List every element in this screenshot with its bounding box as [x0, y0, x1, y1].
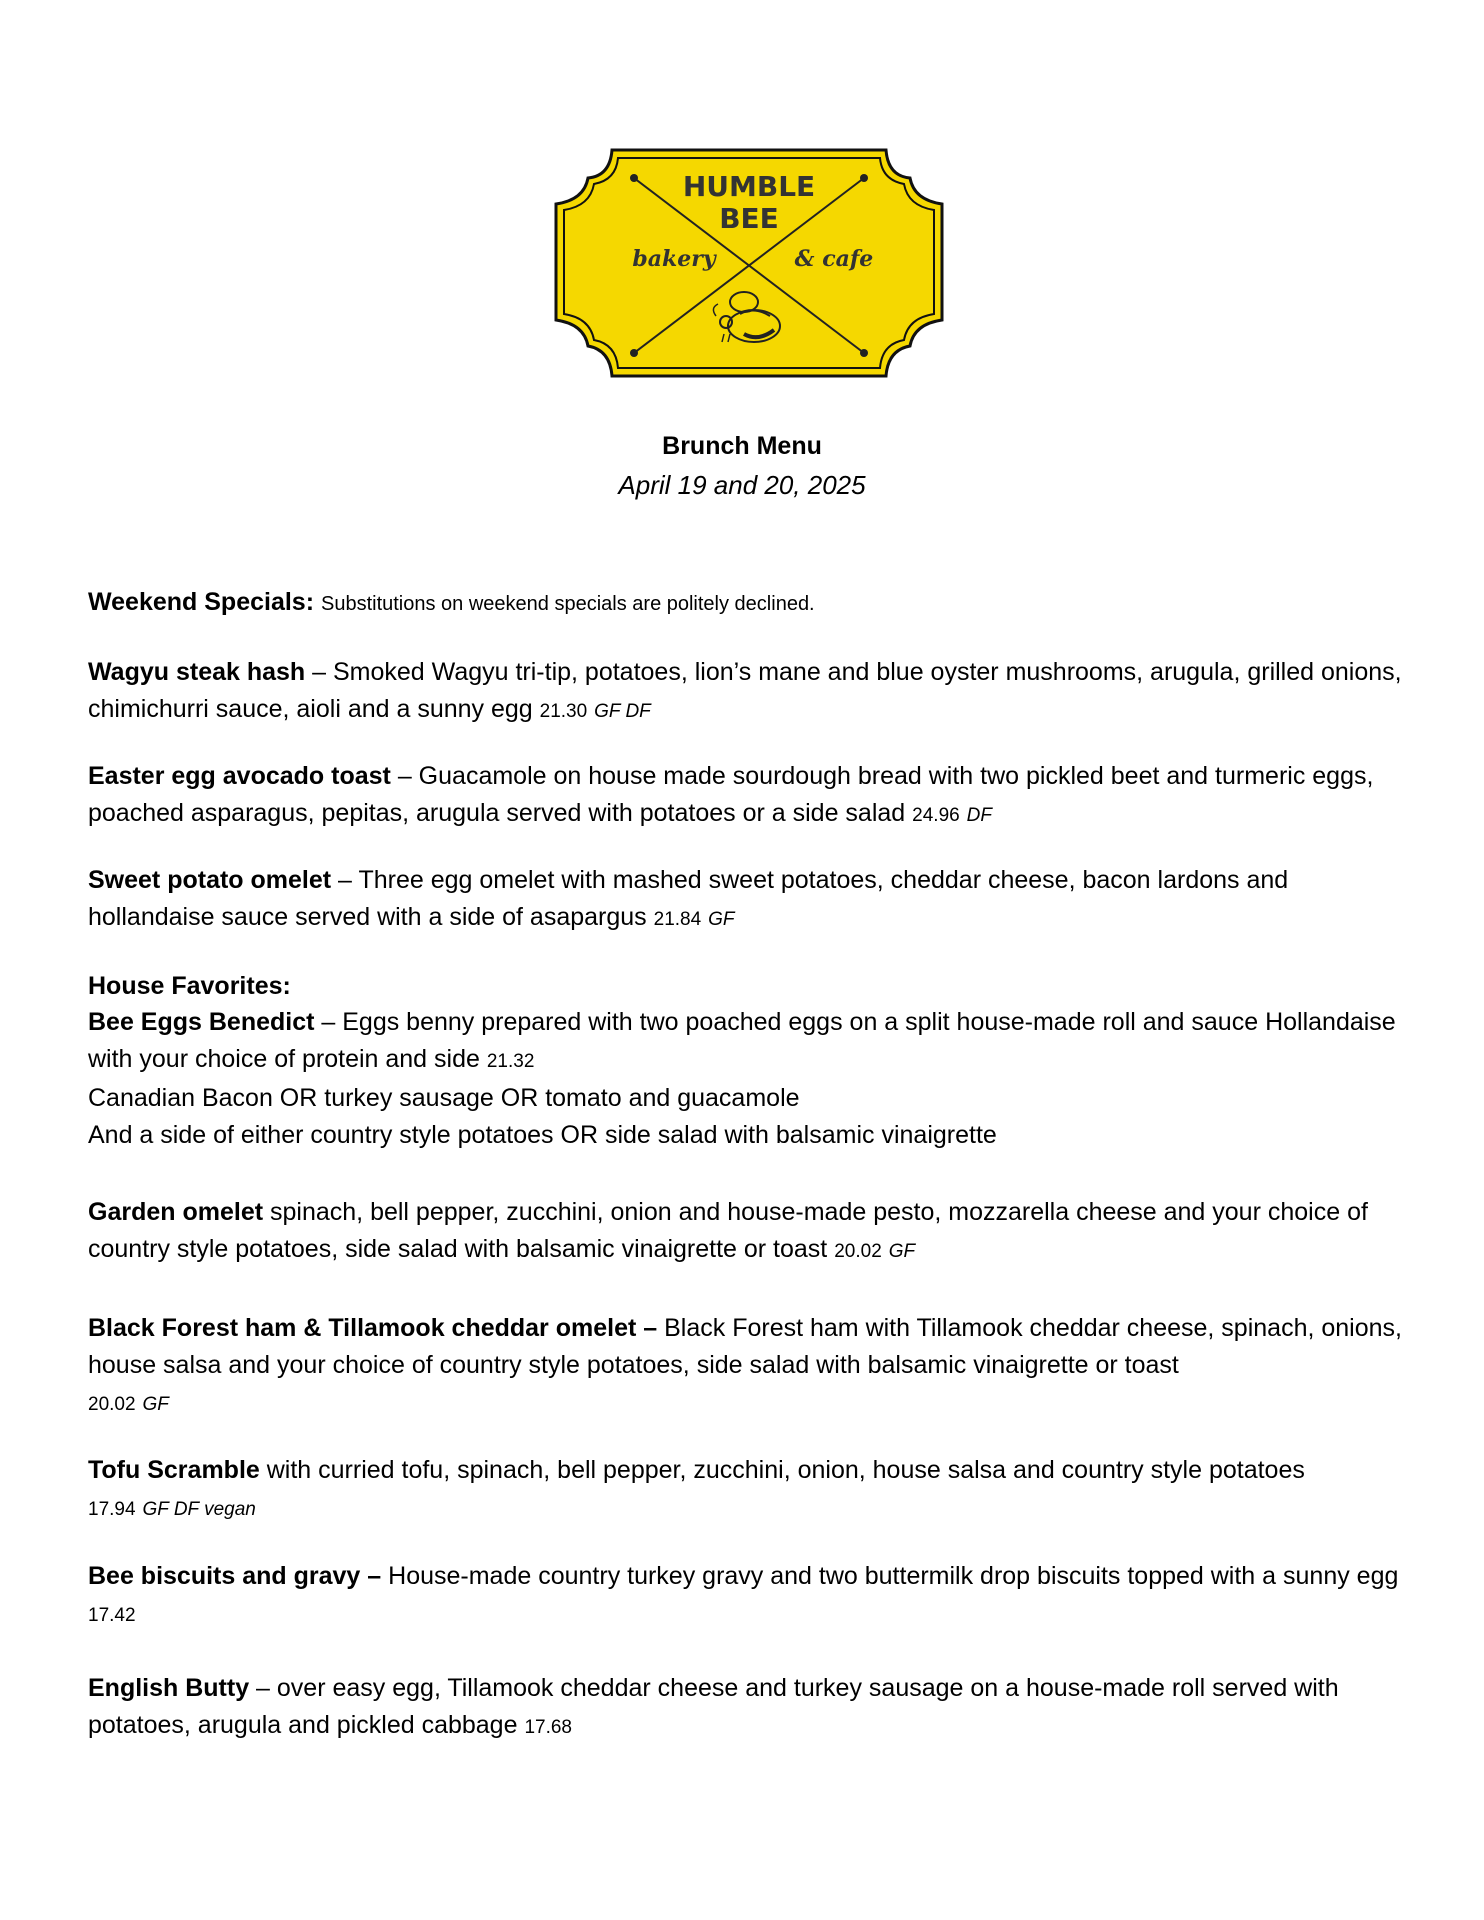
item-description: – over easy egg, Tillamook cheddar cheese and turkey sausage on a house-made roll served with potatoes, arugula and pickled cabbage	[88, 1674, 1339, 1739]
item-description: – Smoked Wagyu tri-tip, potatoes, lion’s mane and blue oyster mushrooms, arugula, grilled onions, chimichurri sauce, aioli and a sunny egg	[88, 658, 1402, 723]
item-description: Black Forest ham with Tillamook cheddar cheese, spinach, onions, house salsa and your choice of country style potatoes, side salad with balsamic vinaigrette or toast	[88, 1314, 1402, 1379]
item-name: Sweet potato omelet	[88, 866, 332, 894]
item-price: 17.68	[524, 1717, 572, 1738]
benedict-side-options: And a side of either country style potatoes OR side salad with balsamic vinaigrette	[88, 1121, 997, 1149]
menu-date: April 19 and 20, 2025	[618, 470, 866, 500]
item-price: 20.02	[88, 1394, 136, 1415]
specials-heading-line	[88, 584, 1418, 623]
item-tags: GF DF vegan	[142, 1499, 256, 1520]
menu-item	[88, 862, 1418, 938]
item-price: 17.42	[88, 1605, 136, 1626]
logo-script-right: & cafe	[794, 246, 874, 272]
item-price: 21.30	[539, 701, 588, 722]
menu-item	[88, 1194, 1418, 1270]
item-tags: GF	[888, 1241, 916, 1262]
item-name: Wagyu steak hash	[88, 658, 306, 686]
menu-item	[88, 1310, 1418, 1423]
item-tags: GF	[142, 1394, 169, 1415]
item-name: Garden omelet	[88, 1198, 264, 1226]
menu-item	[88, 1558, 1418, 1634]
item-description: House-made country turkey gravy and two buttermilk drop biscuits topped with a sunny egg	[381, 1562, 1399, 1590]
menu-item	[88, 1670, 1418, 1746]
favorites-heading: House Favorites:	[88, 972, 291, 1000]
menu-item	[88, 654, 1418, 730]
item-name: Black Forest ham & Tillamook cheddar omelet –	[88, 1314, 658, 1342]
item-tags: DF	[966, 805, 992, 826]
item-description: – Three egg omelet with mashed sweet potatoes, cheddar cheese, bacon lardons and hollandaise sauce served with a side of asapargus	[88, 866, 1289, 931]
item-name: Easter egg avocado toast	[88, 762, 391, 790]
menu-item	[88, 758, 1418, 834]
menu-item	[88, 1452, 1418, 1528]
item-description: – Eggs benny prepared with two poached eggs on a split house-made roll and sauce Hollandaise with your choice of protein and side	[88, 1008, 1396, 1073]
logo-line-1: HUMBLE	[682, 170, 816, 203]
specials-note: Substitutions on weekend specials are politely declined.	[320, 593, 815, 615]
item-tags: GF DF	[594, 701, 651, 722]
benedict-protein-options: Canadian Bacon OR turkey sausage OR tomato and guacamole	[88, 1084, 800, 1112]
item-price: 20.02	[834, 1241, 882, 1262]
humble-bee-logo	[554, 148, 944, 378]
item-price: 24.96	[912, 805, 960, 826]
item-tags: GF	[708, 909, 735, 930]
item-price: 17.94	[88, 1499, 136, 1520]
specials-heading: Weekend Specials:	[88, 588, 315, 616]
menu-item-benedict	[88, 1004, 1418, 1154]
logo-line-2: BEE	[719, 202, 779, 235]
item-description: – Guacamole on house made sourdough bread with two pickled beet and turmeric eggs, poached asparagus, pepitas, arugula served with potatoes or a side salad	[88, 762, 1374, 827]
item-price: 21.84	[653, 909, 702, 930]
item-name: Bee biscuits and gravy –	[88, 1562, 382, 1590]
item-description: spinach, bell pepper, zucchini, onion and house-made pesto, mozzarella cheese and your choice of country style potatoes, side salad with balsamic vinaigrette or toast	[88, 1198, 1368, 1263]
item-name: Tofu Scramble	[88, 1456, 260, 1484]
logo-script-left: bakery	[632, 246, 716, 272]
item-name: English Butty	[88, 1674, 250, 1702]
menu-title: Brunch Menu	[662, 432, 822, 460]
item-name: Bee Eggs Benedict	[88, 1008, 315, 1036]
item-price: 21.32	[486, 1051, 535, 1072]
item-description: with curried tofu, spinach, bell pepper, zucchini, onion, house salsa and country style potatoes	[259, 1456, 1305, 1484]
